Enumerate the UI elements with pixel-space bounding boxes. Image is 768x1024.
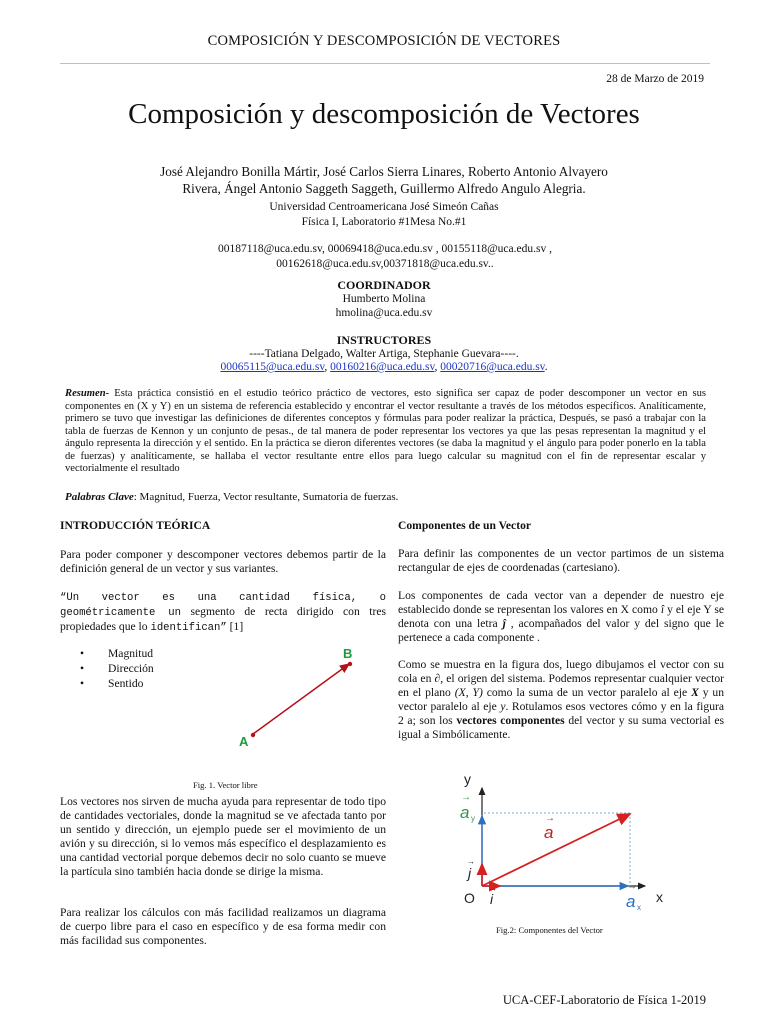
origin-symbol: ∂ (434, 672, 441, 685)
text-run: . Rotulamos esos vectores cómo y en la figura 2 a; son los (398, 700, 724, 727)
vector-definition-quote (60, 590, 386, 635)
university: Universidad Centroamericana José Simeón Cañas (269, 201, 499, 213)
components-paragraph-2 (398, 589, 724, 645)
j-hat-symbol: ĵ (502, 617, 506, 630)
instructors-block (0, 334, 768, 375)
instructors-heading: INSTRUCTORES (336, 333, 432, 347)
list-item-label: Magnitud (108, 647, 154, 660)
j-arrow-icon: → (467, 857, 475, 866)
bullet-icon: • (80, 677, 85, 690)
vector-ab-line (253, 664, 349, 734)
figure-1-free-vector (225, 640, 375, 755)
text-run: , acompañados del valor y del signo que le pertenece a cada componente . (398, 617, 725, 644)
keywords-text: : Magnitud, Fuerza, Vector resultante, Sumatoria de fuerzas. (133, 491, 399, 503)
ax-label: a (626, 892, 636, 911)
intro-paragraph-1 (60, 548, 386, 576)
intro-p3-text: Para realizar los cálculos con más facilidad realizamos un diagrama de cuerpo libre para el caso en específico y de esa forma medir con más facilidad sus componentes. (60, 906, 386, 947)
date: 28 de Marzo de 2019 (606, 73, 704, 85)
instructor-email-3[interactable]: 00020716@uca.edu.sv (440, 361, 545, 373)
instructor-email-2[interactable]: 00160216@uca.edu.sv (330, 361, 435, 373)
period: . (544, 361, 548, 373)
separator: , (324, 361, 331, 373)
y-axis-label: y (464, 771, 471, 787)
x-axis-label: x (656, 889, 663, 905)
ay-label: a (460, 803, 470, 822)
running-head: COMPOSICIÓN Y DESCOMPOSICIÓN DE VECTORES (207, 33, 561, 49)
quote-ref: [1] (226, 620, 244, 633)
a-label: a (544, 823, 554, 842)
point-b-dot (348, 662, 352, 666)
intro-paragraph-3 (60, 906, 386, 948)
x-axis-symbol: X (691, 686, 699, 699)
list-item-label: Dirección (108, 662, 154, 675)
j-label: j (468, 865, 472, 881)
components-heading: Componentes de un Vector (398, 519, 532, 532)
authors (110, 163, 658, 197)
quote-part-2: segmento de recta dirigido con tres propiedades que lo (60, 605, 386, 633)
emails-line-1: 00187118@uca.edu.sv, 00069418@uca.edu.sv , 00155118@uca.edu.sv , (218, 243, 552, 255)
coordinator-email: hmolina@uca.edu.sv (335, 307, 433, 319)
authors-line-2: Rivera, Ángel Antonio Saggeth Saggeth, Guillermo Alfredo Angulo Alegria. (182, 181, 586, 196)
text-run: como la suma de un vector paralelo al eje (482, 686, 692, 699)
authors-line-1: José Alejandro Bonilla Mártir, José Carlos Sierra Linares, Roberto Antonio Alvayero (160, 164, 608, 179)
properties-list (80, 646, 154, 691)
figure-2-vector-components (440, 768, 680, 918)
instructor-email-1[interactable]: 00065115@uca.edu.sv (220, 361, 325, 373)
abstract (65, 388, 706, 476)
intro-p2-text: Los vectores nos sirven de mucha ayuda para representar de todo tipo de cantidades vectoriales, donde la magnitud se ve afectada tanto por un sentido y dirección, un ejemplo puede ser el movimiento de un avión y su dirección, si lo vemos más específico el desplazamiento es una cantidad vectorial porque debemos decir no solo cuanto se mueve la partícula sino también hacia donde se dirige la misma. (60, 795, 386, 878)
separator: , (434, 361, 441, 373)
author-emails (150, 242, 620, 272)
text-run: del vector y su suma vectorial es igual a Simbólicamente. (398, 714, 724, 741)
plane-symbol: (X, Y) (454, 686, 483, 699)
intro-heading: INTRODUCCIÓN TEÓRICA (60, 519, 211, 532)
coordinator-heading: COORDINADOR (337, 278, 431, 292)
figure-1-caption: Fig. 1. Vector libre (193, 780, 258, 790)
text-run: , el origen del sistema. Podemos representar cualquier vector en el plano (398, 672, 724, 699)
bullet-icon: • (80, 662, 85, 675)
ax-arrow-icon: → (627, 881, 637, 892)
footer: UCA-CEF-Laboratorio de Física 1-2019 (502, 993, 706, 1007)
i-arrow-icon: → (489, 884, 497, 893)
instructors-names: ----Tatiana Delgado, Walter Artiga, Stephanie Guevara----. (249, 347, 519, 360)
point-a-label: A (239, 734, 249, 749)
ay-subscript: y (471, 814, 475, 823)
keywords (65, 491, 706, 503)
point-b-label: B (343, 646, 353, 661)
list-item (80, 661, 154, 676)
instructors-emails (0, 361, 768, 375)
components-paragraph-1 (398, 547, 724, 575)
header-rule (60, 63, 710, 64)
emails-line-2: 00162618@uca.edu.sv,00371818@uca.edu.sv.. (276, 258, 494, 270)
y-axis-symbol: y (500, 700, 506, 713)
vector-a (482, 814, 630, 886)
course: Física I, Laboratorio #1Mesa No.#1 (301, 216, 467, 228)
list-item (80, 646, 154, 661)
coordinator-name: Humberto Molina (342, 293, 426, 305)
quote-part-3: identifican” (150, 622, 227, 634)
quote-part-1: “Un vector es una cantidad física, o geométricamente un (60, 592, 386, 619)
ax-subscript: x (637, 903, 641, 912)
ay-arrow-icon: → (461, 792, 471, 803)
abstract-label: Resumen- (65, 388, 110, 399)
text-run: Los componentes de cada vector van a depender de nuestro eje establecido donde se representan los valores en X como (398, 589, 724, 616)
i-hat-symbol: î (660, 603, 665, 616)
bold-term: vectores componentes (456, 714, 565, 727)
abstract-text: Esta práctica consistió en el estudio teórico práctico de vectores, esto significa ser capaz de poder descomponer un vector en sus componentes en (X y Y) en un sistema de referencia establecido y encontrar el vector resultante a través de los métodos específicos. Analíticamente, primero se tuvo que investigar las definiciones de diferentes conceptos y fórmulas para poder realizar la práctica, Después, se pasó a trabajar con la tabla de fuerzas de Kennon y un conjunto de pesas., de tal manera de poder representar los vectores ya que las pesas representan la magnitud y el ángulo representa la dirección y el sentido. En la práctica se dieron diferentes vectores (se daba la magnitud y el ángulo para poder ponerlo en la tabla de fuerzas) y analíticamente, se hallaba el vector resultante entre ellos para luego calcular su magnitud con el fin de representar escalar y vectorialmente el resultado (65, 388, 706, 474)
text-run: y un vector paralelo al eje (398, 686, 724, 713)
affiliation (0, 200, 768, 230)
list-item (80, 676, 154, 691)
list-item-label: Sentido (108, 677, 144, 690)
point-a-dot (251, 733, 255, 737)
text-run: Como se muestra en la figura dos, luego dibujamos el vector con su cola en (398, 658, 724, 685)
text-run: y el eje Y se denota con una letra (398, 603, 724, 630)
components-paragraph-3 (398, 658, 724, 742)
i-label: i (490, 891, 494, 907)
figure-2-caption: Fig.2: Componentes del Vector (496, 925, 603, 935)
origin-label: O (464, 890, 475, 906)
components-p1-text: Para definir las componentes de un vector partimos de un sistema rectangular de ejes de coordenadas (cartesiano). (398, 547, 724, 574)
coordinator-block (0, 278, 768, 320)
a-arrow-icon: → (545, 813, 555, 824)
keywords-label: Palabras Clave (65, 491, 134, 503)
intro-p1-text: Para poder componer y descomponer vectores debemos partir de la definición general de un vector y sus variantes. (60, 548, 386, 575)
intro-paragraph-2 (60, 795, 386, 879)
paper-title: Composición y descomposición de Vectores (128, 98, 640, 130)
bullet-icon: • (80, 647, 85, 660)
